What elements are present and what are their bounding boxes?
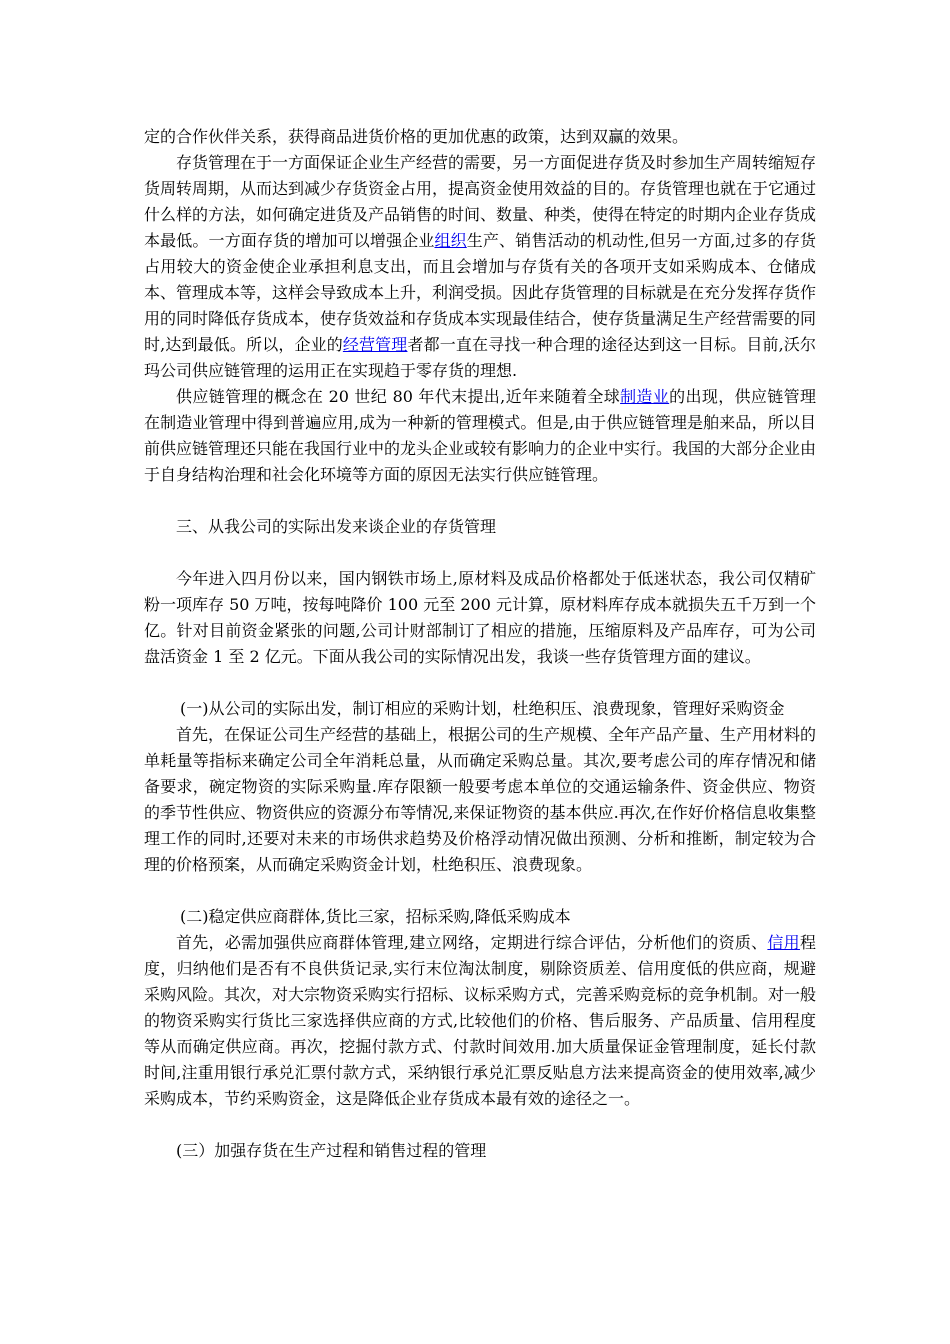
paragraph-supplier-management <box>144 930 816 1112</box>
link-manufacturing[interactable]: 制造业 <box>620 387 670 406</box>
text-run: 存货管理在于一方面保证企业生产经营的需要，另一方面促进存货及时参加生产周转缩短存货周转周期，从而达到减少存货资金占用，提高资金使用效益的目的。存货管理也就在于它通过什么样的方法，如何确定进货及产品销售的时间、数量、种类，使得在特定的时期内企业存货成本最低。一方面存货的增加可以增强企业 <box>144 153 817 250</box>
blank-line <box>144 670 816 696</box>
text-run: 供应链管理的概念在 20 世纪 80 年代末提出,近年来随着全球 <box>176 387 621 406</box>
blank-line <box>144 488 816 514</box>
paragraph-inventory-management <box>144 150 816 384</box>
document-page <box>144 124 816 1164</box>
blank-line <box>144 540 816 566</box>
text-run: 的出现，供应链管理在制造业管理中得到普遍应用,成为一种新的管理模式。但是,由于供应链管理是舶来品，所以目前供应链管理还只能在我国行业中的龙头企业或较有影响力的企业中实行。我国的大部分企业由于自身结构治理和社会化环境等方面的原因无法实行供应链管理。 <box>144 387 817 484</box>
subheading-two: (二)稳定供应商群体,货比三家，招标采购,降低采购成本 <box>180 907 571 926</box>
text-run: 首先，必需加强供应商群体管理,建立网络，定期进行综合评估，分析他们的资质、 <box>176 933 768 952</box>
text-run: 生产、销售活动的机动性,但另一方面,过多的存货占用较大的资金使企业承担利息支出，而且会增加与存货有关的各项开支如采购成本、仓储成本、管理成本等，这样会导致成本上升，利润受损。因此存货管理的目标就是在充分发挥存货作用的同时降低存货成本，使存货效益和存货成本实现最佳结合，使存货量满足生产经营需要的同时,达到最低。所以，企业的 <box>144 231 817 354</box>
text-run: 者都一直在寻找一种合理的途径达到这一目标。目前,沃尔玛公司供应链管理的运用正在实现趋于零存货的理想. <box>144 335 816 380</box>
link-organization[interactable]: 组织 <box>434 231 467 250</box>
section-heading-three: 三、从我公司的实际出发来谈企业的存货管理 <box>176 517 497 536</box>
link-business-management[interactable]: 经营管理 <box>342 335 408 354</box>
text-run: 程度，归纳他们是否有不良供货记录,实行末位淘汰制度，剔除资质差、信用度低的供应商，规避采购风险。其次，对大宗物资采购实行招标、议标采购方式，完善采购竞标的竞争机制。对一般的物资采购实行货比三家选择供应商的方式,比较他们的价格、售后服务、产品质量、信用程度等从而确定供应商。再次，挖掘付款方式、付款时间效用.加大质量保证金管理制度，延长付款时间,注重用银行承兑汇票付款方式，采纳银行承兑汇票反贴息方法来提高资金的使用效率,减少采购成本，节约采购资金，这是降低企业存货成本最有效的途径之一。 <box>144 933 817 1108</box>
paragraph-supply-chain <box>144 384 816 488</box>
link-credit[interactable]: 信用 <box>767 933 800 952</box>
blank-line <box>144 878 816 904</box>
paragraph-purchase-plan: 首先，在保证公司生产经营的基础上，根据公司的生产规模、全年产品产量、生产用材料的单耗量等指标来确定公司全年消耗总量，从而确定采购总量。其次,要考虑公司的库存情况和储备要求，碗定物资的实际采购量.库存限额一般要考虑本单位的交通运输条件、资金供应、物资的季节性供应、物资供应的资源分布等情况,来保证物资的基本供应.再次,在作好价格信息收集整理工作的同时,还要对未来的市场供求趋势及价格浮动情况做出预测、分析和推断，制定较为合理的价格预案，从而确定采购资金计划，杜绝积压、浪费现象。 <box>144 725 817 874</box>
paragraph-intro-tail: 定的合作伙伴关系，获得商品进货价格的更加优惠的政策，达到双赢的效果。 <box>144 127 689 146</box>
subheading-one: (一)从公司的实际出发，制订相应的采购计划，杜绝积压、浪费现象，管理好采购资金 <box>180 699 785 718</box>
blank-line <box>144 1112 816 1138</box>
paragraph-company-situation: 今年进入四月份以来，国内钢铁市场上,原材料及成品价格都处于低迷状态，我公司仅精矿粉一项库存 50 万吨，按每吨降价 100 元至 200 元计算，原材料库存成本就损失五千万到一个亿。针对目前资金紧张的问题,公司计财部制订了相应的措施，压缩原料及产品库存，可为公司盘活资金 1 至 2 亿元。下面从我公司的实际情况出发，我谈一些存货管理方面的建议。 <box>144 569 816 666</box>
subheading-three: (三）加强存货在生产过程和销售过程的管理 <box>176 1141 487 1160</box>
